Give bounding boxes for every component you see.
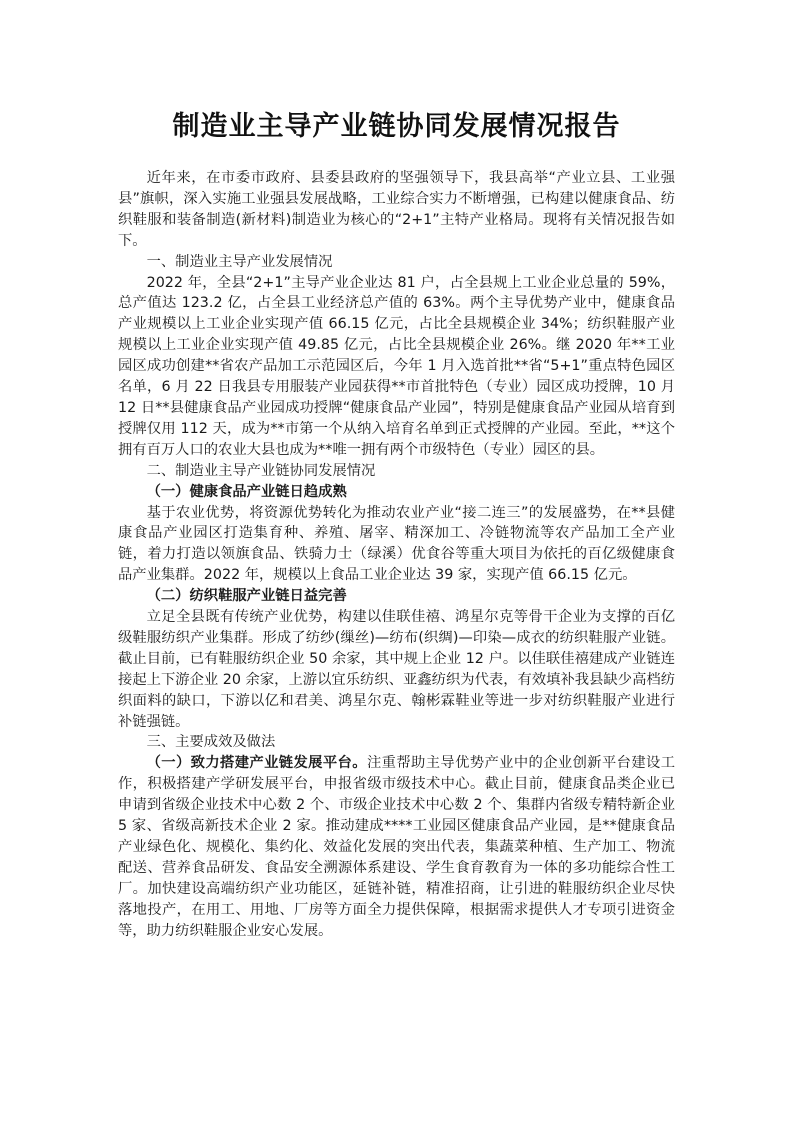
- section-2-subheading-1: （一）健康食品产业链日趋成熟: [146, 483, 347, 500]
- section-2-paragraph-2: 立足全县既有传统产业优势，构建以佳联佳禧、鸿星尔克等骨干企业为支撑的百亿级鞋服纺织产业集群。形成了纺纱(缫丝)—纺布(织绸)—印染—成衣的纺织鞋服产业链。截止目前，已有鞋服纺织企业 50 余家，其中规上企业 12 户。以佳联佳禧建成产业链连接起上下游企业 20 余家，上游以宜乐纺织、亚鑫纺织为代表，有效填补我县缺少高档纺织面料的缺口，下游以亿和君美、鸿星尔克、翰彬霖鞋业等进一步对纺织鞋服产业进行补链强链。: [118, 609, 675, 730]
- section-2-heading: 二、制造业主导产业链协同发展情况: [146, 462, 376, 479]
- document-title: 制造业主导产业链协同发展情况报告: [172, 111, 621, 142]
- section-3-body: 注重帮助主导优势产业中的企业创新平台建设工作，积极搭建产学研发展平台，申报省级市级技术中心。截止目前，健康食品类企业已申请到省级企业技术中心数 2 个、市级企业技术中心数 2 个、集群内省级专精特新企业 5 家、省级高新技术企业 2 家。推动建成****工业园区健康食品产业园，是**健康食品产业绿色化、规模化、集约化、效益化发展的突出代表，集蔬菜种植、生产加工、物流配送、营养食品研发、食品安全溯源体系建设、学生食育教育为一体的多功能综合性工厂。加快建设高端纺织产业功能区，延链补链，精准招商，让引进的鞋服纺织企业尽快落地投产，在用工、用地、厂房等方面全力提供保障，根据需求提供人才专项引进资金等，助力纺织鞋服企业安心发展。: [118, 755, 676, 939]
- document-body: [118, 168, 675, 942]
- section-2-subheading-2: （二）纺织鞋服产业链日益完善: [146, 588, 347, 605]
- section-3-lead: （一）致力搭建产业链发展平台。: [146, 755, 367, 772]
- section-1-heading: 一、制造业主导产业发展情况: [146, 253, 333, 270]
- section-2-paragraph-1: 基于农业优势，将资源优势转化为推动农业产业“接二连三”的发展盛势，在**县健康食品产业园区打造集育种、养殖、屠宰、精深加工、冷链物流等农产品加工全产业链，着力打造以领旗食品、铁骑力士（绿溪）优食谷等重大项目为依托的百亿级健康食品产业集群。2022 年，规模以上食品工业企业达 39 家，实现产值 66.15 亿元。: [118, 504, 675, 584]
- section-3-paragraph-1: [118, 753, 675, 941]
- intro-paragraph: 近年来，在市委市政府、县委县政府的坚强领导下，我县高举“产业立县、工业强县”旗帜，深入实施工业强县发展战略，工业综合实力不断增强，已构建以健康食品、纺织鞋服和装备制造(新材料)制造业为核心的“2+1”主特产业格局。现将有关情况报告如下。: [118, 170, 675, 249]
- section-3-heading: 三、主要成效及做法: [146, 734, 276, 751]
- section-1-paragraph: 2022 年，全县“2+1”主导产业企业达 81 户，占全县规上工业企业总量的 59%，总产值达 123.2 亿，占全县工业经济总产值的 63%。两个主导优势产业中，健康食品产业规模以上工业企业实现产值 66.15 亿元，占比全县规模企业 34%；纺织鞋服产业规模以上工业企业实现产值 49.85 亿元，占比全县规模企业 26%。继 2020 年**工业园区成功创建**省农产品加工示范园区后，今年 1 月入选首批**省“5+1”重点特色园区名单，6 月 22 日我县专用服装产业园获得**市首批特色（专业）园区成功授牌，10 月 12 日**县健康食品产业园成功授牌“健康食品产业园”，特别是健康食品产业园从培育到授牌仅用 112 天，成为**市第一个从纳入培育名单到正式授牌的产业园。至此，**这个拥有百万人口的农业大县也成为**唯一拥有两个市级特色（专业）园区的县。: [118, 274, 675, 458]
